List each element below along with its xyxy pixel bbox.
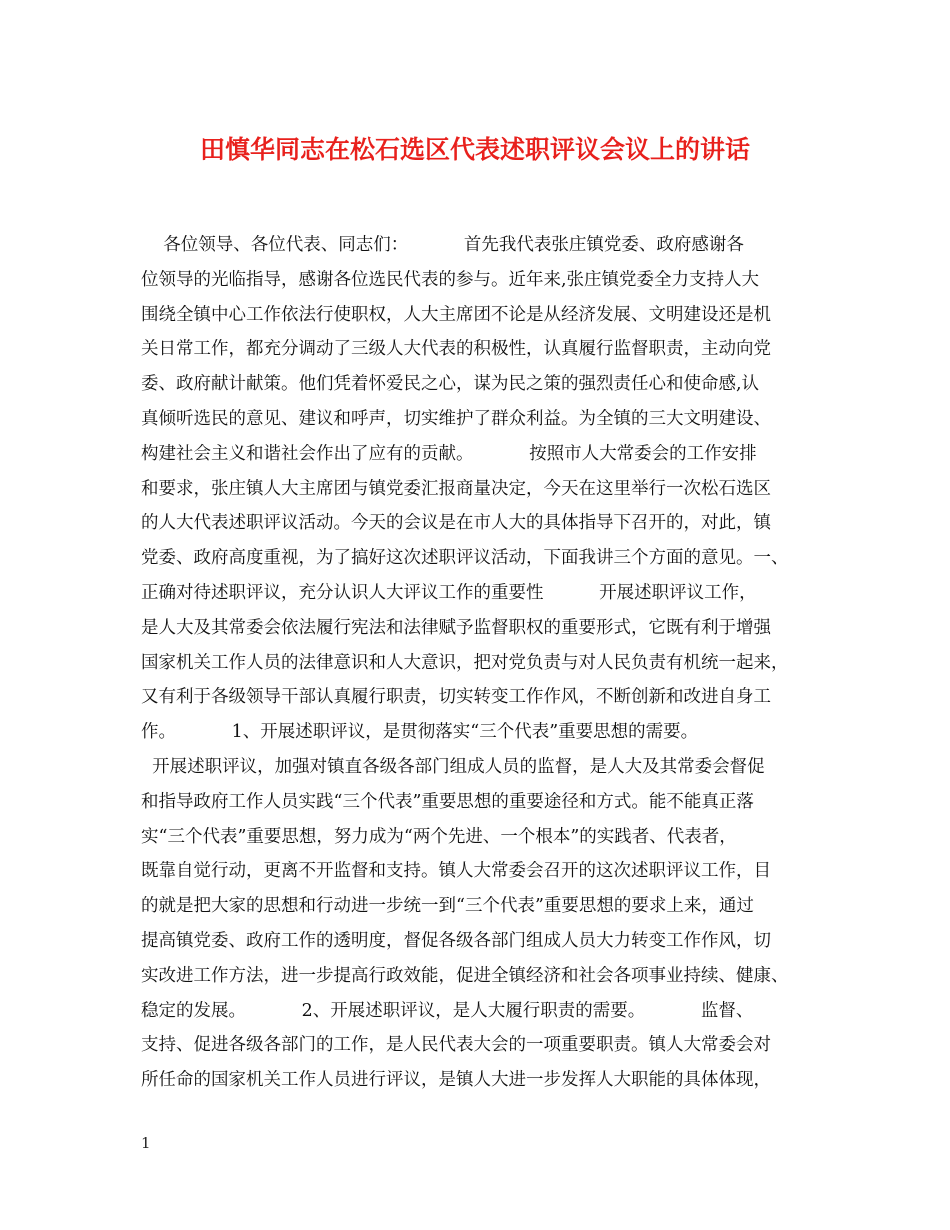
text-line: 所任命的国家机关工作人员进行评议，是镇人大进一步发挥人大职能的具体体现，: [141, 1070, 771, 1091]
text-line: 开展述职评议，加强对镇直各级各部门组成人员的监督，是人大及其常委会督促: [141, 757, 765, 777]
text-line: 正确对待述职评议，充分认识人大评议工作的重要性 开展述职评议工作，: [141, 583, 757, 603]
text-line: 既靠自觉行动，更离不开监督和支持。镇人大常委会召开的这次述职评议工作，目: [141, 861, 771, 882]
page-number: 1: [141, 1134, 151, 1152]
text-line: 真倾听选民的意见、建议和呼声，切实维护了群众利益。为全镇的三大文明建设、: [141, 409, 771, 429]
text-line: 又有利于各级领导干部认真履行职责，切实转变工作作风，不断创新和改进自身工: [141, 687, 771, 708]
text-line: 各位领导、各位代表、同志们： 首先我代表张庄镇党委、政府感谢各: [141, 235, 744, 255]
text-line: 作。 1、开展述职评议，是贯彻落实“三个代表”重要思想的需要。: [141, 722, 699, 743]
text-line: 的就是把大家的思想和行动进一步统一到“三个代表”重要思想的要求上来，通过: [141, 896, 754, 917]
text-line: 的人大代表述职评议活动。今天的会议是在市人大的具体指导下召开的，对此，镇: [141, 513, 771, 534]
text-line: 围绕全镇中心工作依法行使职权，人大主席团不论是从经济发展、文明建设还是机: [141, 304, 771, 325]
text-line: 实“三个代表”重要思想，努力成为“两个先进、一个根本”的实践者、代表者，: [141, 826, 737, 847]
text-line: 支持、促进各级各部门的工作，是人民代表大会的一项重要职责。镇人大常委会对: [141, 1035, 771, 1056]
text-line: 实改进工作方法，进一步提高行政效能，促进全镇经济和社会各项事业持续、健康、: [141, 965, 789, 986]
document-title: 田慎华同志在松石选区代表述职评议会议上的讲话: [199, 135, 750, 164]
text-line: 委、政府献计献策。他们凭着怀爱民之心，谋为民之策的强烈责任心和使命感,认: [141, 374, 760, 395]
text-line: 稳定的发展。 2、开展述职评议，是人大履行职责的需要。 监督、: [141, 1000, 754, 1021]
text-line: 关日常工作，都充分调动了三级人大代表的积极性，认真履行监督职责，主动向党: [141, 339, 771, 360]
text-line: 位领导的光临指导，感谢各位选民代表的参与。近年来,张庄镇党委全力支持人大: [141, 269, 760, 290]
text-line: 提高镇党委、政府工作的透明度，督促各级各部门组成人员大力转变工作作风，切: [141, 931, 771, 951]
text-line: 国家机关工作人员的法律意识和人大意识，把对党负责与对人民负责有机统一起来，: [141, 652, 789, 673]
text-line: 和要求，张庄镇人大主席团与镇党委汇报商量决定，今天在这里举行一次松石选区: [141, 478, 771, 499]
text-line: 是人大及其常委会依法履行宪法和法律赋予监督职权的重要形式，它既有利于增强: [141, 617, 771, 638]
text-line: 和指导政府工作人员实践“三个代表”重要思想的重要途径和方式。能不能真正落: [141, 791, 754, 812]
text-line: 构建社会主义和谐社会作出了应有的贡献。 按照市人大常委会的工作安排: [141, 443, 757, 464]
text-line: 党委、政府高度重视，为了搞好这次述职评议活动，下面我讲三个方面的意见。一、: [141, 548, 789, 569]
